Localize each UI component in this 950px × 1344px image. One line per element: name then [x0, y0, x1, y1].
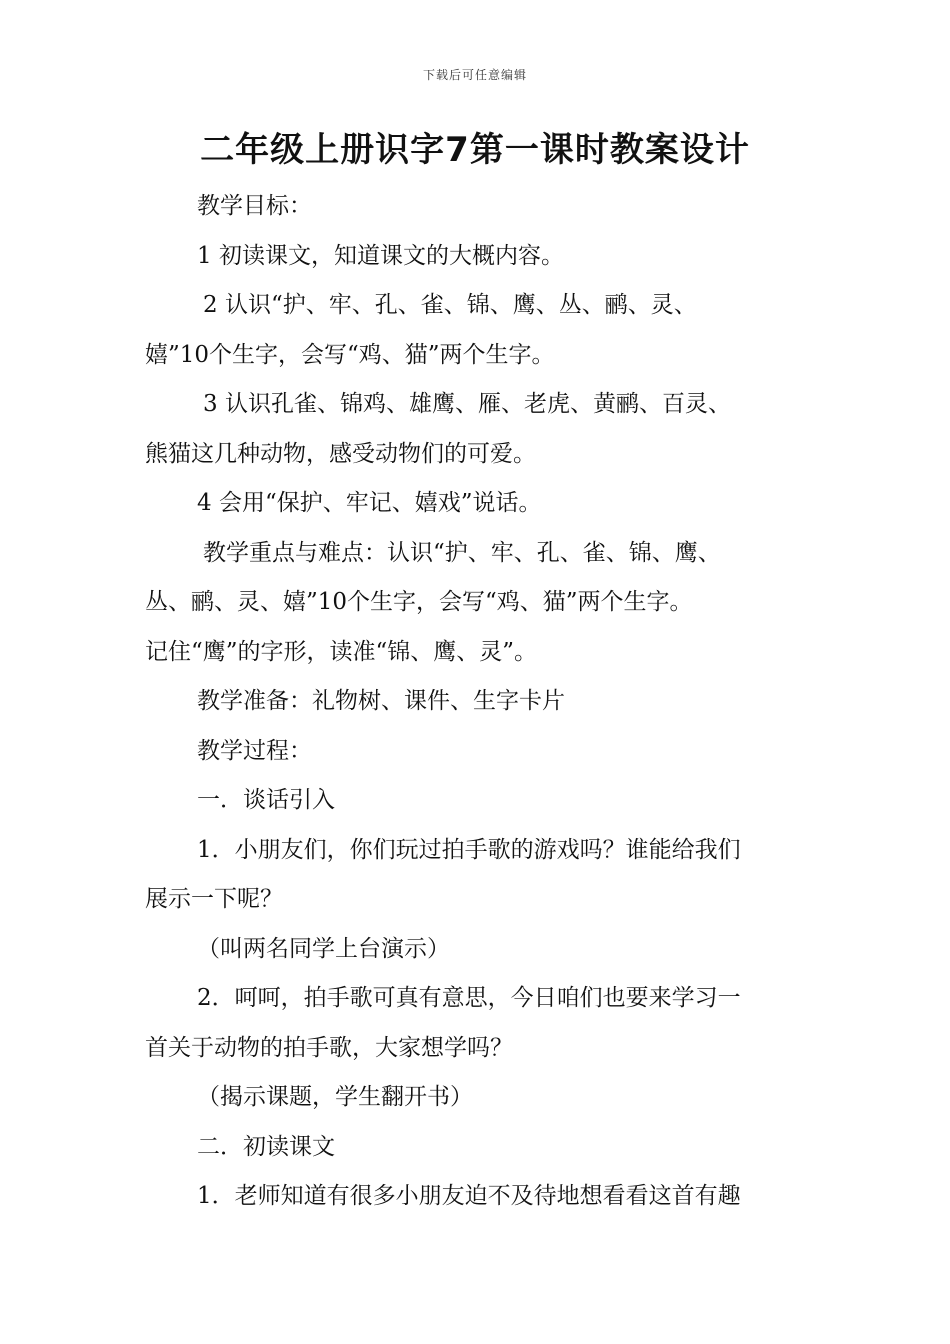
paragraph-line: 1．小朋友们，你们玩过拍手歌的游戏吗？谁能给我们 — [197, 836, 741, 863]
paragraph-line: 教学重点与难点：认识“护、牢、孔、雀、锦、鹰、 — [203, 539, 721, 566]
header-note: 下载后可任意编辑 — [422, 68, 527, 82]
paragraph-line: 熊猫这几种动物，感受动物们的可爱。 — [145, 440, 536, 467]
paragraph-line: 2 认识“护、牢、孔、雀、锦、鹰、丛、鹂、灵、 — [203, 292, 697, 318]
paragraph-line: 1．老师知道有很多小朋友迫不及待地想看看这首有趣 — [197, 1183, 741, 1209]
document-title: 二年级上册识字7第一课时教案设计 — [200, 130, 750, 170]
paragraph-line: 首关于动物的拍手歌，大家想学吗？ — [145, 1034, 513, 1061]
paragraph-line: 记住“鹰”的字形，读准“锦、鹰、灵”。 — [145, 638, 538, 665]
paragraph-line: （揭示课题，学生翻开书） — [197, 1084, 473, 1110]
paragraph-line: 2．呵呵，拍手歌可真有意思，今日咱们也要来学习一 — [197, 985, 741, 1011]
paragraph-line: 嬉”10个生字，会写“鸡、猫”两个生字。 — [145, 341, 555, 368]
paragraph-line: 4 会用“保护、牢记、嬉戏”说话。 — [197, 490, 542, 516]
paragraph-line: 丛、鹂、灵、嬉”10个生字，会写“鸡、猫”两个生字。 — [145, 589, 693, 615]
paragraph-line: 二．初读课文 — [197, 1133, 335, 1160]
paragraph-line: 1 初读课文，知道课文的大概内容。 — [197, 242, 564, 269]
paragraph-line: 一．谈话引入 — [197, 787, 335, 813]
paragraph-line: 教学目标： — [197, 193, 312, 219]
paragraph-line: 教学过程： — [197, 737, 312, 764]
paragraph-line: 教学准备：礼物树、课件、生字卡片 — [197, 688, 565, 714]
document-body — [145, 182, 810, 1222]
paragraph-line: （叫两名同学上台演示） — [197, 935, 450, 962]
paragraph-line: 3 认识孔雀、锦鸡、雄鹰、雁、老虎、黄鹂、百灵、 — [203, 391, 731, 417]
paragraph-line: 展示一下呢？ — [145, 886, 283, 912]
